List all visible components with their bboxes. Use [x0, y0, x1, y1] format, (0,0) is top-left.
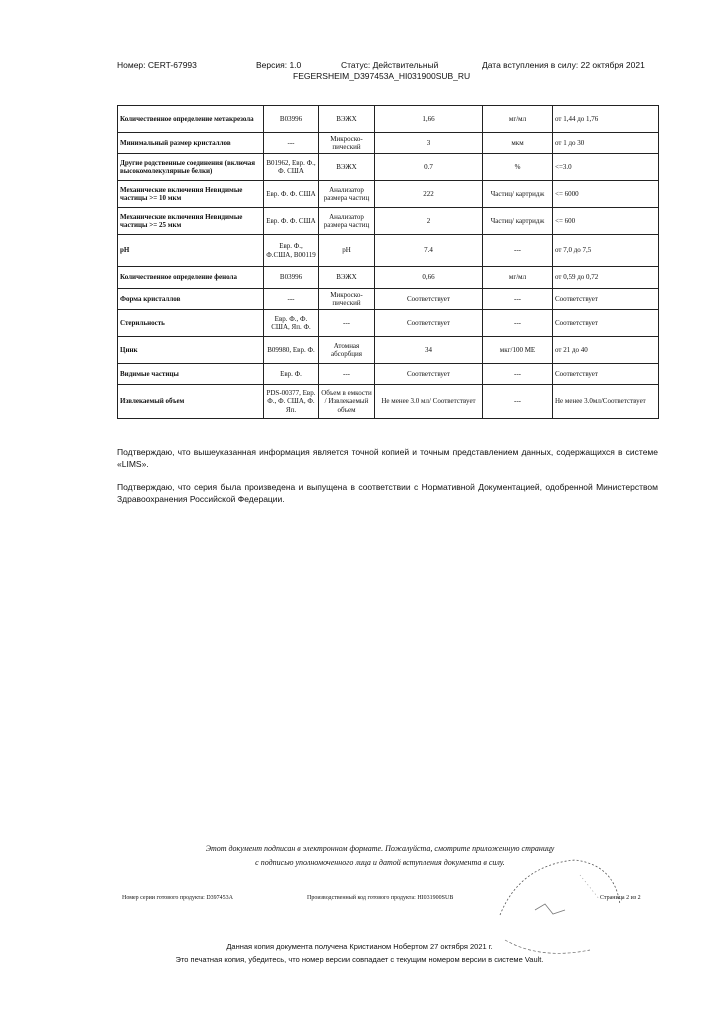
table-row [118, 133, 659, 154]
cell-technique: pH [319, 235, 375, 267]
cell-name: Стерильность [118, 310, 264, 337]
signature-note-2: с подписью уполномоченного лица и датой вступления документа в силу. [255, 858, 505, 867]
cell-spec: Соответствует [553, 310, 659, 337]
cell-spec: от 1 до 30 [553, 133, 659, 154]
cell-unit: % [483, 154, 553, 181]
cell-result: Соответствует [375, 310, 483, 337]
cell-result: Соответствует [375, 364, 483, 385]
cell-unit: --- [483, 235, 553, 267]
cell-technique: Атомная абсорбция [319, 337, 375, 364]
cell-name: Цинк [118, 337, 264, 364]
cell-technique: Микроско- пический [319, 133, 375, 154]
cell-result: 3 [375, 133, 483, 154]
cell-technique: --- [319, 310, 375, 337]
cell-result: 1,66 [375, 106, 483, 133]
cell-spec: от 7,0 до 7,5 [553, 235, 659, 267]
cell-spec: Соответствует [553, 364, 659, 385]
cell-spec: от 0,59 до 0,72 [553, 267, 659, 289]
cell-method: PDS-00377, Евр. Ф., Ф. США, Ф. Яп. [264, 385, 319, 419]
status: Статус: Действительный [341, 60, 439, 70]
product-code: Производственный код готового продукта: HI031900SUB [307, 895, 454, 901]
cell-name: Количественное определение фенола [118, 267, 264, 289]
cert-number: Номер: CERT-67993 [117, 60, 197, 70]
batch-number: Номер серии готового продукта: D397453A [122, 895, 233, 901]
cell-result: 222 [375, 181, 483, 208]
cell-spec: Соответствует [553, 289, 659, 310]
cell-method: Евр. Ф., Ф.США, B00119 [264, 235, 319, 267]
cell-technique: ВЭЖХ [319, 106, 375, 133]
table-row [118, 208, 659, 235]
cell-unit: --- [483, 364, 553, 385]
effective-date: Дата вступления в силу: 22 октября 2021 [482, 60, 645, 70]
cell-unit: мг/мл [483, 106, 553, 133]
copy-received-note: Данная копия документа получена Кристианом Нобертом 27 октября 2021 г. [226, 942, 493, 951]
doc-subtitle: FEGERSHEIM_D397453A_HI031900SUB_RU [293, 71, 471, 81]
confirmation-lims: Подтверждаю, что вышеуказанная информация является точной копией и точным представлением данных, содержащихся в системе «LIMS». [117, 447, 658, 470]
cell-spec: от 21 до 40 [553, 337, 659, 364]
table-row [118, 310, 659, 337]
table-row [118, 267, 659, 289]
page-number: Страница 2 из 2 [600, 895, 641, 901]
cell-method: Евр. Ф. Ф. США [264, 181, 319, 208]
table-row [118, 154, 659, 181]
cell-unit: Частиц/ картридж [483, 181, 553, 208]
cell-name: pH [118, 235, 264, 267]
cell-unit: --- [483, 385, 553, 419]
cell-result: 0.7 [375, 154, 483, 181]
cell-name: Минимальный размер кристаллов [118, 133, 264, 154]
table-row [118, 289, 659, 310]
cell-spec: <= 600 [553, 208, 659, 235]
table-row [118, 385, 659, 419]
cell-name: Количественное определение метакрезола [118, 106, 264, 133]
table-row [118, 364, 659, 385]
cell-result: Не менее 3.0 мл/ Соответствует [375, 385, 483, 419]
cell-name: Механические включения Невидимые частицы >= 25 мкм [118, 208, 264, 235]
cell-name: Механические включения Невидимые частицы >= 10 мкм [118, 181, 264, 208]
cell-technique: --- [319, 364, 375, 385]
cell-name: Извлекаемый объем [118, 385, 264, 419]
cell-spec: <= 6000 [553, 181, 659, 208]
cell-technique: Микроско- пический [319, 289, 375, 310]
cell-name: Другие родственные соединения (включая высокомолекулярные белки) [118, 154, 264, 181]
cell-technique: Анализатор размера частиц [319, 181, 375, 208]
cell-technique: ВЭЖХ [319, 154, 375, 181]
cell-unit: мкг/100 МЕ [483, 337, 553, 364]
cell-method: Евр. Ф. Ф. США [264, 208, 319, 235]
cell-unit: --- [483, 310, 553, 337]
cell-result: 7.4 [375, 235, 483, 267]
signature-note-1: Этот документ подписан в электронном формате. Пожалуйста, смотрите приложенную страницу [205, 844, 555, 853]
confirmation-regulatory: Подтверждаю, что серия была произведена и выпущена в соответствии с Нормативной Документацией, одобренной Министерством Здравоохранения Российской Федерации. [117, 482, 658, 505]
cell-result: Соответствует [375, 289, 483, 310]
cell-spec: Не менее 3.0мл/Соответствует [553, 385, 659, 419]
cell-method: B09980, Евр. Ф. [264, 337, 319, 364]
cell-method: B01962, Евр. Ф., Ф. США [264, 154, 319, 181]
cell-unit: мкм [483, 133, 553, 154]
cell-name: Видимые частицы [118, 364, 264, 385]
cell-method: Евр. Ф., Ф. США, Яп. Ф. [264, 310, 319, 337]
cell-method: --- [264, 289, 319, 310]
cell-name: Форма кристаллов [118, 289, 264, 310]
table-row [118, 235, 659, 267]
cell-method: Евр. Ф. [264, 364, 319, 385]
table-row [118, 106, 659, 133]
table-row [118, 337, 659, 364]
cell-result: 34 [375, 337, 483, 364]
cell-technique: ВЭЖХ [319, 267, 375, 289]
cell-spec: <=3.0 [553, 154, 659, 181]
cell-technique: Анализатор размера частиц [319, 208, 375, 235]
cell-result: 0,66 [375, 267, 483, 289]
table-row [118, 181, 659, 208]
cell-method: B03996 [264, 106, 319, 133]
results-table [117, 105, 659, 419]
cell-method: --- [264, 133, 319, 154]
cell-spec: от 1,44 до 1,76 [553, 106, 659, 133]
version: Версия: 1.0 [256, 60, 302, 70]
cell-unit: --- [483, 289, 553, 310]
cell-unit: Частиц/ картридж [483, 208, 553, 235]
cell-technique: Объем в емкости / Извлекаемый объем [319, 385, 375, 419]
cell-unit: мг/мл [483, 267, 553, 289]
cell-result: 2 [375, 208, 483, 235]
printed-copy-note: Это печатная копия, убедитесь, что номер версии совпадает с текущим номером версии в системе Vault. [175, 955, 544, 964]
cell-method: B03996 [264, 267, 319, 289]
